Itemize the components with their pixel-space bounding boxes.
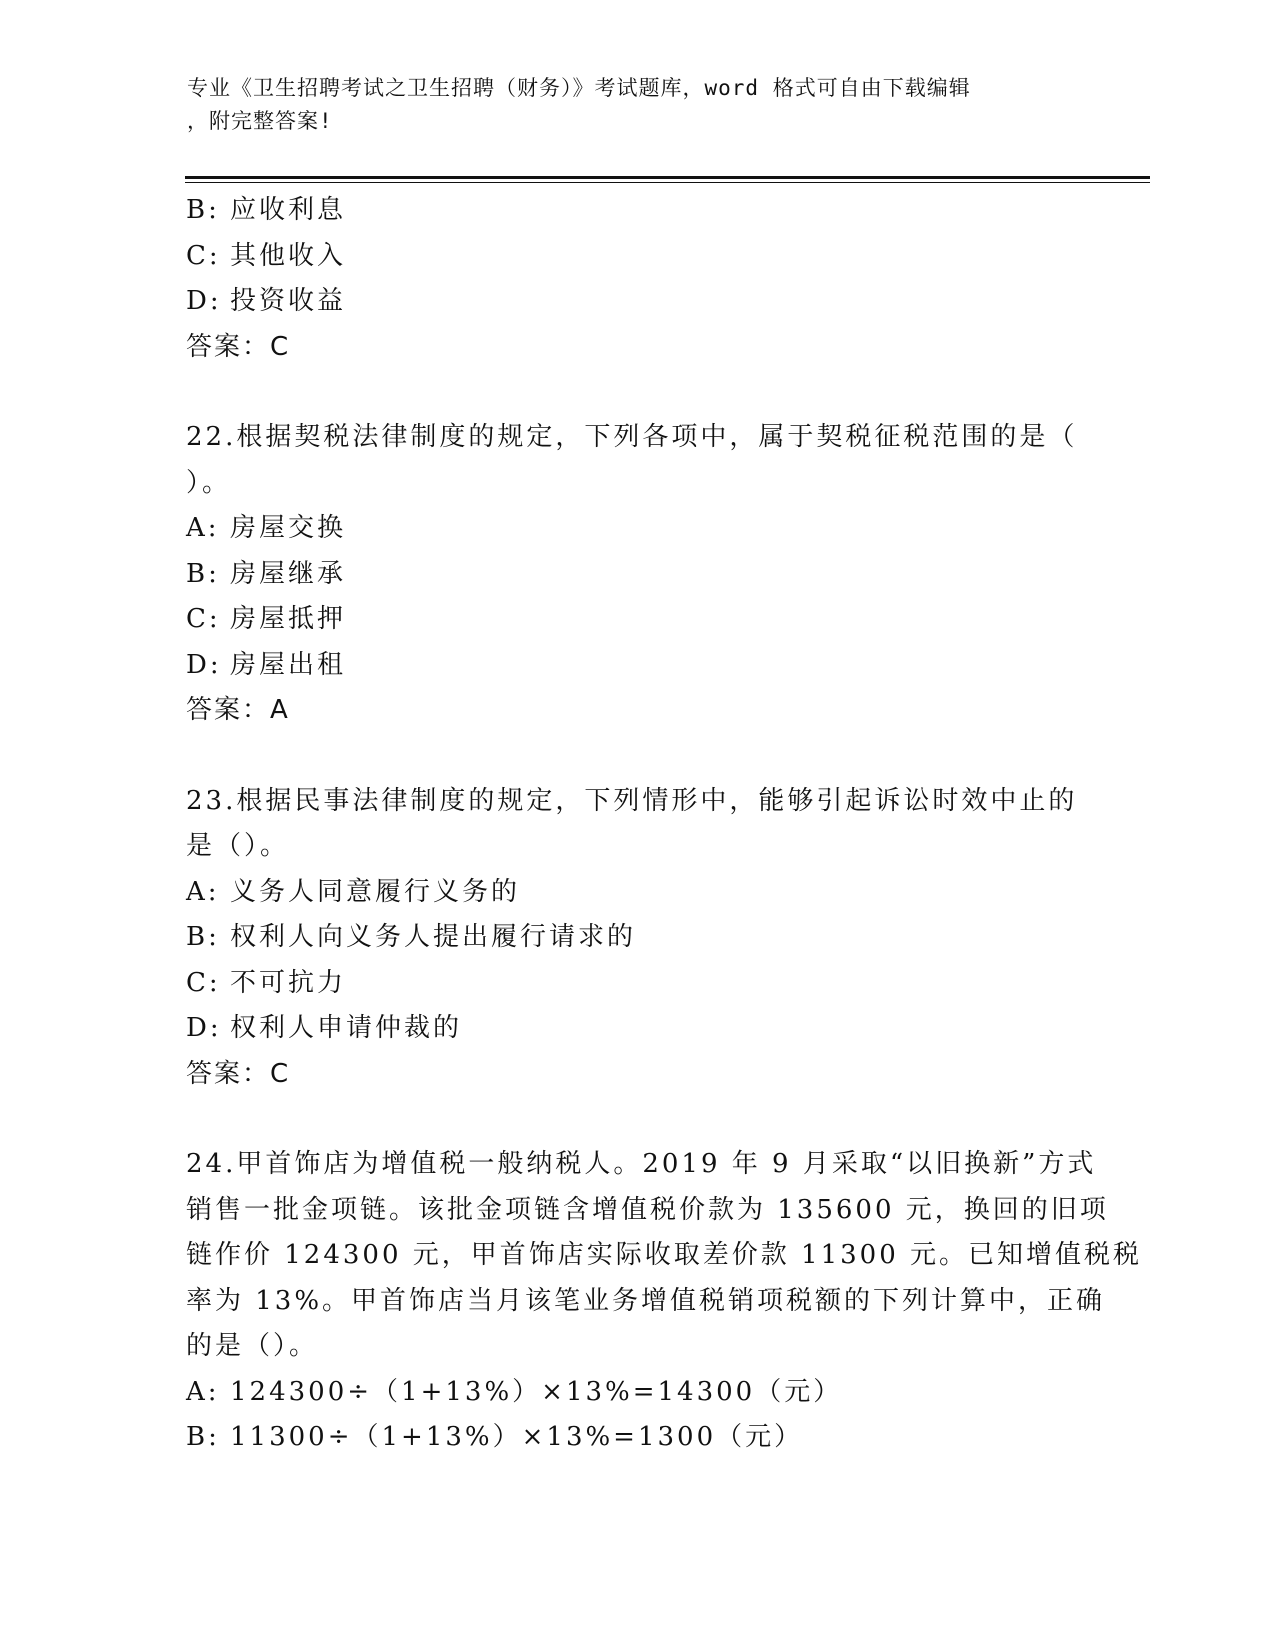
option-b — [186, 188, 1086, 234]
option-b — [186, 915, 1086, 961]
option-letter: B: — [186, 1422, 220, 1452]
option-text: 不可抗力 — [230, 967, 347, 998]
answer-23: 答案：C — [186, 1058, 291, 1089]
option-c — [186, 234, 1086, 280]
option-b — [186, 552, 1086, 598]
question-24-stem-line-3: 链作价 124300 元，甲首饰店实际收取差价款 11300 元。已知增值税税 — [186, 1240, 1143, 1270]
option-text: 124300÷（1+13%）×13%=14300（元） — [230, 1376, 843, 1407]
option-letter: A: — [186, 513, 220, 543]
question-22-stem-line-2: ）。 — [186, 467, 232, 498]
option-text: 投资收益 — [230, 286, 347, 316]
header-line-1: 专业《卫生招聘考试之卫生招聘（财务）》考试题库，word 格式可自由下载编辑 — [187, 76, 971, 100]
option-letter: C: — [186, 604, 221, 634]
option-a — [186, 870, 1086, 916]
question-24-stem-line-1: 24.甲首饰店为增值税一般纳税人。2019 年 9 月采取“以旧换新”方式 — [186, 1149, 1097, 1179]
question-spacer — [186, 734, 1086, 779]
question-23 — [186, 779, 1086, 1098]
question-list — [186, 188, 1143, 1461]
option-letter: D: — [186, 1013, 222, 1043]
option-d — [186, 643, 1086, 689]
option-letter: B: — [186, 922, 220, 952]
option-letter: D: — [186, 286, 222, 316]
option-letter: B: — [186, 558, 220, 589]
option-text: 房屋交换 — [230, 513, 347, 543]
question-24-stem-line-5: 的是（）。 — [186, 1331, 319, 1361]
answer-21: 答案：C — [186, 331, 291, 362]
option-text: 房屋出租 — [230, 649, 347, 680]
option-a — [186, 506, 1086, 552]
option-b — [186, 1415, 1086, 1461]
question-24 — [186, 1142, 1143, 1461]
option-c — [186, 961, 1086, 1007]
option-d — [186, 1006, 1086, 1052]
question-spacer — [186, 370, 1086, 415]
question-22 — [186, 415, 1086, 734]
option-letter: C: — [186, 240, 221, 271]
option-text: 应收利息 — [230, 195, 347, 225]
option-letter: C: — [186, 967, 221, 998]
question-spacer — [186, 1097, 1086, 1142]
header-divider-thick — [185, 176, 1150, 179]
option-text: 义务人同意履行义务的 — [230, 876, 521, 907]
question-23-stem-line-1: 23.根据民事法律制度的规定，下列情形中，能够引起诉讼时效中止的 — [186, 785, 1078, 816]
header-divider-thin — [185, 182, 1150, 183]
question-22-stem-line-1: 22.根据契税法律制度的规定，下列各项中，属于契税征税范围的是（ — [186, 422, 1078, 452]
answer-22: 答案：A — [186, 695, 290, 725]
option-text: 其他收入 — [230, 240, 347, 271]
option-letter: A: — [186, 1376, 220, 1407]
option-letter: B: — [186, 195, 220, 225]
option-c — [186, 597, 1086, 643]
question-21-options — [186, 188, 1086, 370]
question-24-stem-line-4: 率为 13%。甲首饰店当月该笔业务增值税销项税额的下列计算中，正确 — [186, 1285, 1106, 1316]
question-23-stem-line-2: 是（）。 — [186, 831, 290, 861]
question-24-stem-line-2: 销售一批金项链。该批金项链含增值税价款为 135600 元，换回的旧项 — [186, 1194, 1109, 1225]
option-text: 11300÷（1+13%）×13%=1300（元） — [230, 1422, 804, 1452]
option-letter: A: — [186, 876, 220, 907]
page-header — [187, 72, 1067, 138]
option-d — [186, 279, 1086, 325]
option-text: 房屋继承 — [230, 558, 347, 589]
option-text: 权利人申请仲裁的 — [230, 1013, 463, 1043]
option-a — [186, 1370, 1086, 1416]
header-line-2: ，附完整答案! — [187, 109, 333, 133]
option-text: 权利人向义务人提出履行请求的 — [230, 922, 637, 952]
option-letter: D: — [186, 649, 222, 680]
option-text: 房屋抵押 — [230, 604, 347, 634]
